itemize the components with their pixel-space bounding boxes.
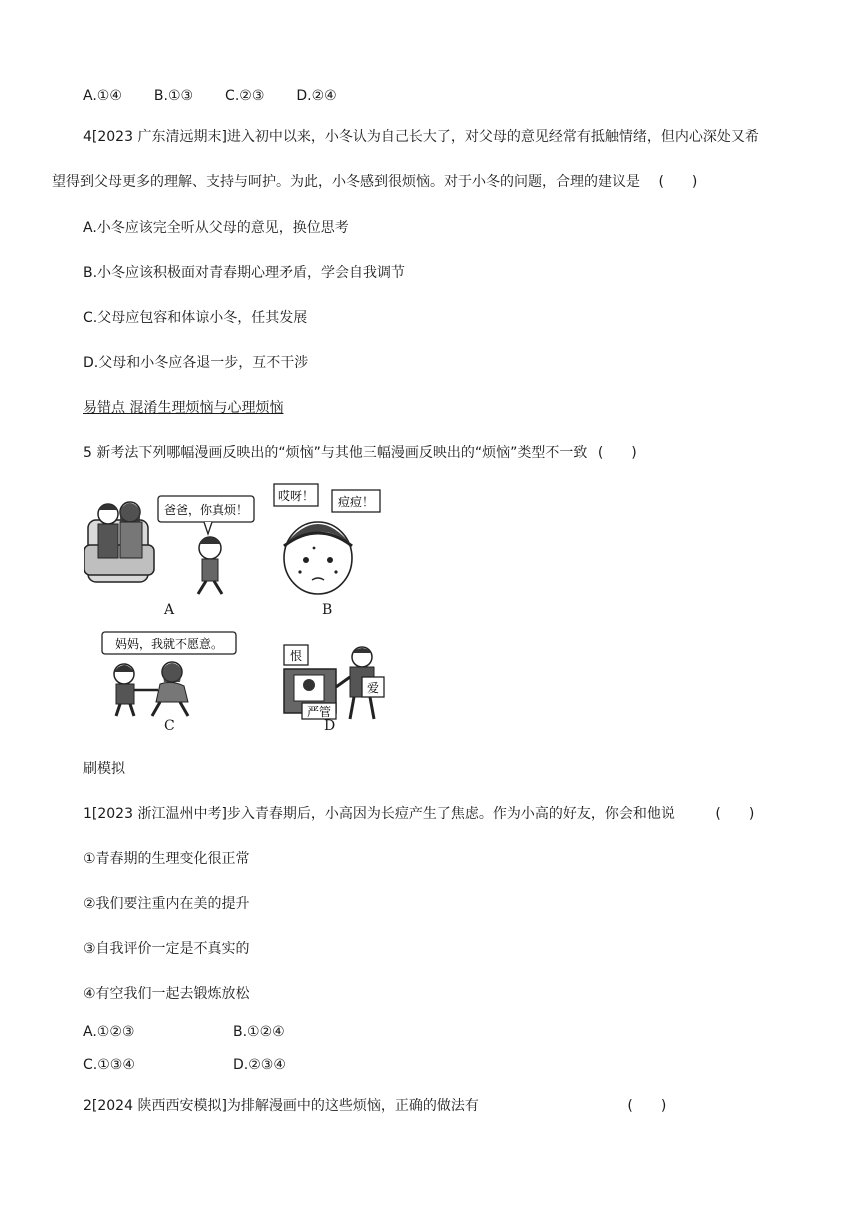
q3-option-d: D.②④ [296,88,337,104]
m1-stem [83,804,754,824]
section-title: 刷模拟 [83,761,125,777]
m1-item-1: ①青春期的生理变化很正常 [83,851,250,867]
cartoon-c-bubble: 妈妈，我就不愿意。 [114,637,224,651]
m2-stem-text: 2[2024 陕西西安模拟]为排解漫画中的这些烦恼，正确的做法有 [83,1098,479,1114]
m2-stem [83,1096,666,1116]
cartoon-b-bubble2: 痘痘！ [337,495,375,509]
q4-stem-line2 [52,172,697,192]
cartoon-a-bubble: 爸爸，你真烦！ [163,503,249,517]
cartoon-c-image [100,630,240,720]
cartoon-d-image [280,643,390,723]
q5-answer-paren: ( ) [597,445,637,461]
cartoon-c-caption: C [164,718,175,734]
q3-option-c: C.②③ [225,88,265,104]
m1-options-row2 [83,1055,383,1075]
cartoon-d-caption: D [324,718,336,734]
cartoon-d-label-strict: 严管 [306,705,332,719]
cartoon-a-image [84,490,264,600]
m1-item-2: ②我们要注重内在美的提升 [83,896,250,912]
q4-stem-text: 望得到父母更多的理解、支持与呵护。为此，小冬感到很烦恼。对于小冬的问题，合理的建议是 [52,174,640,190]
m1-item-4: ④有空我们一起去锻炼放松 [83,986,250,1002]
q4-answer-paren: ( ) [658,174,698,190]
cartoon-d-label-love: 爱 [366,681,380,695]
q3-option-a: A.①④ [83,88,122,104]
m1-options-row1 [83,1022,383,1042]
q4-option-d: D.父母和小冬应各退一步，互不干涉 [83,355,309,371]
q4-option-c: C.父母应包容和体谅小冬，任其发展 [83,310,308,326]
cartoon-b-bubble1: 哎呀！ [277,489,315,503]
m2-answer-paren: ( ) [627,1098,667,1114]
m1-item-3: ③自我评价一定是不真实的 [83,941,250,957]
m1-option-c: C.①③④ [83,1057,135,1073]
q3-option-b: B.①③ [153,88,194,104]
q4-option-a: A.小冬应该完全听从父母的意见，换位思考 [83,220,349,236]
cartoon-b-caption: B [322,602,333,618]
m1-option-a: A.①②③ [83,1024,135,1040]
q3-options [83,86,337,106]
q4-option-b: B.小冬应该积极面对青春期心理矛盾，学会自我调节 [83,265,406,281]
m1-option-d: D.②③④ [233,1057,286,1073]
q4-stem-line1: 4[2023 广东清远期末]进入初中以来，小冬认为自己长大了，对父母的意见经常有抵触情绪，但内心深处又希 [83,129,759,145]
m1-option-b: B.①②④ [233,1024,285,1040]
q5-stem [83,443,637,463]
error-point-heading: 易错点 混淆生理烦恼与心理烦恼 [83,400,284,416]
cartoon-d-label-hate: 恨 [289,649,303,663]
m1-answer-paren: ( ) [715,806,755,822]
q5-stem-text: 5 新考法下列哪幅漫画反映出的“烦恼”与其他三幅漫画反映出的“烦恼”类型不一致 [83,445,588,461]
cartoon-b-image [270,480,390,600]
cartoon-a-caption: A [164,602,175,618]
m1-stem-text: 1[2023 浙江温州中考]步入青春期后，小高因为长痘产生了焦虑。作为小高的好友，你会和他说 [83,806,675,822]
